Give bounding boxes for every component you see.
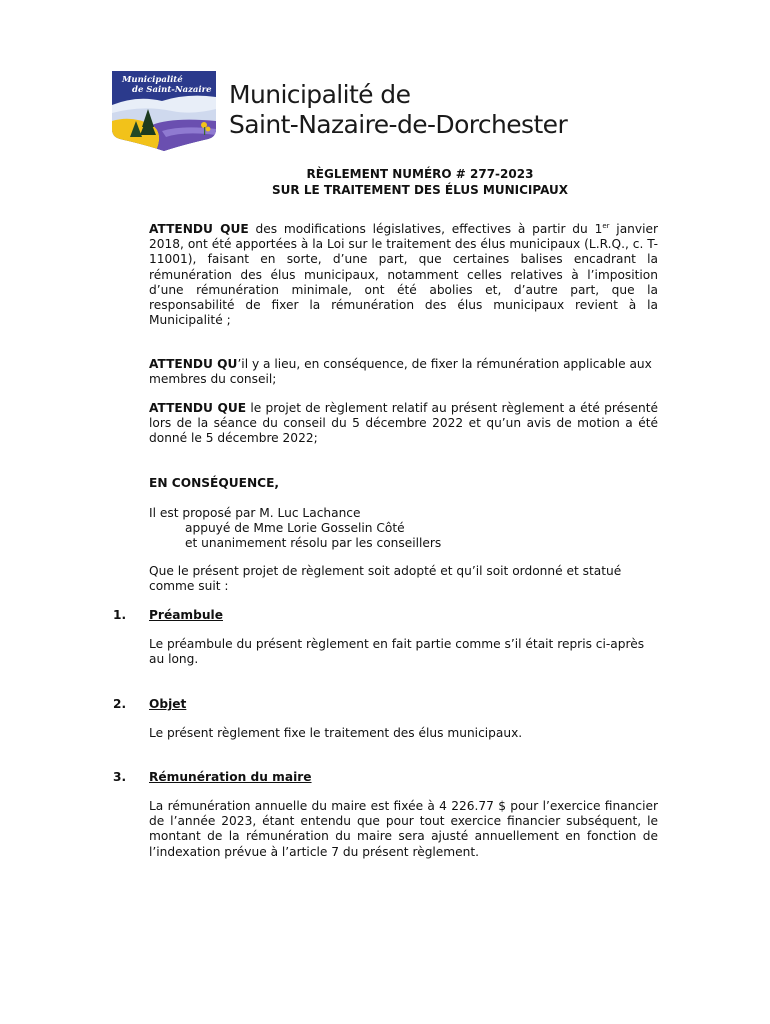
whereas-lead: ATTENDU QU <box>149 357 238 371</box>
org-name-line1: Municipalité de <box>229 80 411 109</box>
seconded-by: appuyé de Mme Lorie Gosselin Côté <box>185 521 405 536</box>
adoption-statement: Que le présent projet de règlement soit adopté et qu’il soit ordonné et statué comme suit : <box>149 564 622 594</box>
document-title <box>150 166 690 198</box>
section-3-title: Rémunération du maire <box>149 770 312 784</box>
municipality-logo <box>112 71 216 151</box>
title-line2: SUR LE TRAITEMENT DES ÉLUS MUNICIPAUX <box>272 183 568 197</box>
section-2-body: Le présent règlement fixe le traitement des élus municipaux. <box>149 726 523 740</box>
section-3-body: La rémunération annuelle du maire est fixée à 4 226.77 $ pour l’exercice financier de l’année 2023, étant entendu que pour tout exercice financier subséquent, le montant de la rémunération du maire sera ajusté annuellement en fonction de l’indexation prévue à l’article 7 du présent règlement. <box>149 799 658 859</box>
proposed-by: Il est proposé par M. Luc Lachance <box>149 506 361 520</box>
section-1-body: Le préambule du présent règlement en fait partie comme s’il était repris ci-après au long. <box>149 637 645 667</box>
consequence-heading: EN CONSÉQUENCE, <box>149 476 280 490</box>
logo-text-line2: de Saint-Nazaire <box>132 85 212 95</box>
title-line1: RÈGLEMENT NUMÉRO # 277-2023 <box>306 167 534 181</box>
logo-text-line1: Municipalité <box>122 75 183 85</box>
section-2-number: 2. <box>113 697 127 711</box>
whereas-paragraph-2: ATTENDU QU’il y a lieu, en conséquence, de fixer la rémunération applicable aux membres du conseil; <box>149 357 652 387</box>
whereas-paragraph-1: ATTENDU QUE des modifications législatives, effectives à partir du 1er janvier 2018, ont été apportées à la Loi sur le traitement des élus municipaux (L.R.Q., c. T-11001), faisant en sorte, d’une part, que certaines balises encadrant la rémunération des élus municipaux, notamment celles relatives à l’imposition d’une rémunération minimale, ont été abolies et, d’autre part, que la responsabilité de fixer la rémunération des élus municipaux revient à la Municipalité ; <box>149 222 658 328</box>
resolution-block <box>149 506 658 552</box>
whereas-paragraph-3: ATTENDU QUE le projet de règlement relatif au présent règlement a été présenté lors de la séance du conseil du 5 décembre 2022 et qu’un avis de motion a été donné le 5 décembre 2022; <box>149 401 658 446</box>
section-1-number: 1. <box>113 608 127 622</box>
section-1-title: Préambule <box>149 608 223 622</box>
organization-name <box>229 80 567 140</box>
org-name-line2: Saint-Nazaire-de-Dorchester <box>229 110 568 139</box>
whereas-lead: ATTENDU QUE <box>149 401 247 415</box>
section-3-number: 3. <box>113 770 127 784</box>
section-2-title: Objet <box>149 697 187 711</box>
whereas-lead: ATTENDU QUE <box>149 222 249 236</box>
resolved-by: et unanimement résolu par les conseillers <box>185 536 442 551</box>
